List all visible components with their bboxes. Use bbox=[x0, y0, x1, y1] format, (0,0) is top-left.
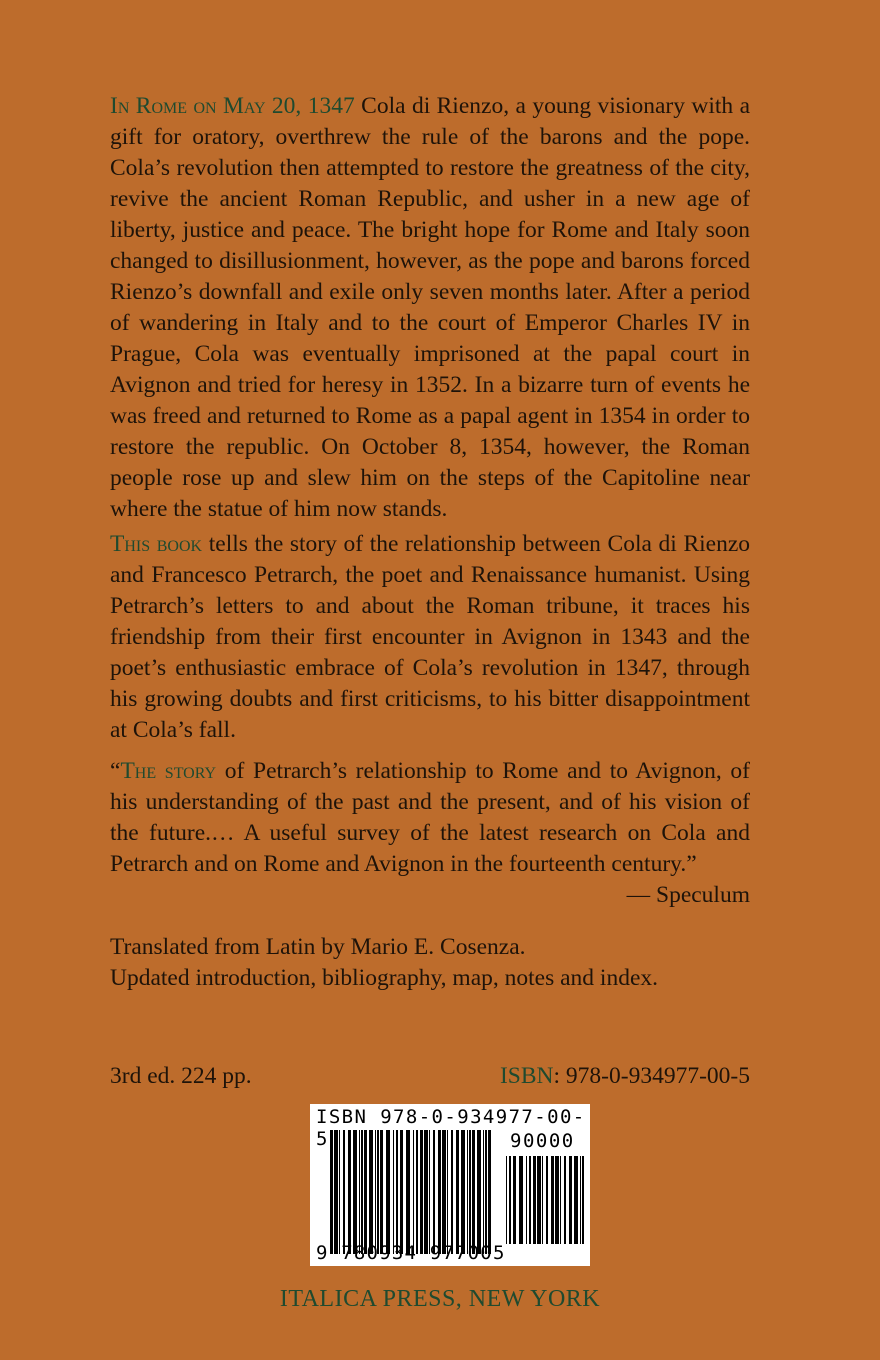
barcode-bar bbox=[377, 1130, 379, 1254]
barcode-bar bbox=[375, 1130, 376, 1254]
credits-translator: Translated from Latin by Mario E. Cosenza. bbox=[110, 934, 526, 960]
barcode-bar bbox=[582, 1156, 584, 1244]
barcode-bar bbox=[433, 1130, 435, 1254]
isbn-value: : 978-0-934977-00-5 bbox=[553, 1063, 750, 1089]
barcode-bar bbox=[451, 1130, 453, 1254]
barcode-bar bbox=[488, 1130, 491, 1254]
barcode-bar bbox=[339, 1130, 340, 1254]
barcode-bar bbox=[569, 1156, 572, 1244]
barcode-bar bbox=[461, 1130, 465, 1254]
description-paragraph-2 bbox=[110, 529, 750, 746]
barcode-bar bbox=[369, 1130, 373, 1254]
barcode-bar bbox=[438, 1130, 441, 1254]
barcode-price-code: 90000 bbox=[510, 1130, 575, 1152]
description-body-2: tells the story of the relationship between Cola di Rienzo and Francesco Petrarch, the poet and Renaissance humanist. Using Petrarch’s letters to and about the Roman tribune, it traces his friendship from their first encounter in Avignon in 1343 and the poet’s enthusiastic embrace of Cola’s revolution in 1347, through his growing doubts and first criticisms, to his bitter disappointment at Cola’s fall. bbox=[110, 531, 751, 743]
barcode-bar bbox=[416, 1130, 418, 1254]
barcode-bar bbox=[348, 1130, 351, 1254]
barcode-bar bbox=[469, 1130, 471, 1254]
barcode-bar bbox=[472, 1130, 475, 1254]
barcode-bar bbox=[406, 1130, 410, 1254]
review-body: of Petrarch’s relationship to Rome and to Avignon, of his understanding of the past and the present, and of his vision of the future.… A useful survey of the latest research on Cola and Petrarch and on Rome and Avignon in the fourteenth century.” bbox=[110, 758, 751, 877]
edition-info: 3rd ed. 224 pp. bbox=[110, 1063, 252, 1089]
barcode-bar bbox=[456, 1130, 459, 1254]
barcode-bar bbox=[483, 1130, 484, 1254]
barcode-bar bbox=[546, 1156, 548, 1244]
barcode-bar bbox=[396, 1130, 398, 1254]
barcode-bar bbox=[564, 1156, 566, 1244]
publisher-name: ITALICA PRESS, NEW YORK bbox=[279, 1286, 601, 1312]
barcode-bar bbox=[420, 1130, 423, 1254]
barcode-bar bbox=[380, 1130, 383, 1254]
description-paragraph-1 bbox=[110, 91, 750, 525]
barcode-bar bbox=[447, 1130, 448, 1254]
barcode-bar bbox=[353, 1130, 357, 1254]
barcode-bar bbox=[542, 1156, 543, 1244]
barcode-isbn-text: ISBN 978-0-934977-00-5 bbox=[316, 1106, 586, 1150]
review-lead: The story bbox=[120, 758, 217, 784]
barcode-bar bbox=[334, 1130, 338, 1254]
credits bbox=[110, 932, 658, 994]
barcode-bar bbox=[533, 1156, 536, 1244]
barcode-bar bbox=[386, 1130, 390, 1254]
barcode-bar bbox=[529, 1156, 531, 1244]
barcode-bar bbox=[537, 1156, 541, 1244]
credits-contents: Updated introduction, bibliography, map, notes and index. bbox=[110, 965, 659, 991]
barcode-bar bbox=[467, 1130, 468, 1254]
barcode-bar bbox=[442, 1130, 446, 1254]
barcode-bar bbox=[330, 1130, 333, 1254]
barcode-bar bbox=[413, 1130, 414, 1254]
barcode-bar bbox=[359, 1130, 360, 1254]
barcode-bar bbox=[513, 1156, 516, 1244]
description-lead-1: In Rome on May 20, 1347 bbox=[110, 93, 355, 119]
barcode-number: 9 780934 977005 bbox=[316, 1242, 506, 1264]
barcode-bar bbox=[361, 1130, 363, 1254]
barcode-bar bbox=[424, 1130, 428, 1254]
isbn-line bbox=[500, 1063, 750, 1090]
barcode bbox=[310, 1104, 590, 1266]
barcode-bar bbox=[509, 1156, 511, 1244]
barcode-bar bbox=[580, 1156, 581, 1244]
barcode-bar bbox=[364, 1130, 367, 1254]
barcode-bar bbox=[400, 1130, 403, 1254]
barcode-bar bbox=[555, 1156, 559, 1244]
description-lead-2: This book bbox=[110, 531, 203, 557]
barcode-bar bbox=[343, 1130, 345, 1254]
description-body-1: Cola di Rienzo, a young visionary with a gift for oratory, overthrew the rule of the barons and the pope. Cola’s revolution then attempted to restore the greatness of the city, revive the ancient Roman Republic, and usher in a new age of liberty, justice and peace. The bright hope for Rome and Italy soon changed to disillusionment, however, as the pope and barons forced Rienzo’s downfall and exile only seven months later. After a period of wandering in Italy and to the court of Emperor Charles IV in Prague, Cola was eventually imprisoned at the papal court in Avignon and tried for heresy in 1352. In a bizarre turn of events he was freed and returned to Rome as a papal agent in 1354 in order to restore the republic. On October 8, 1354, however, the Roman people rose up and slew him on the steps of the Capitoline near where the statue of him now stands. bbox=[110, 93, 751, 522]
review-source: — Speculum bbox=[626, 882, 750, 908]
barcode-bar bbox=[485, 1130, 487, 1254]
barcode-bar bbox=[551, 1156, 554, 1244]
barcode-bar bbox=[429, 1130, 430, 1254]
barcode-bar bbox=[477, 1130, 481, 1254]
barcode-bar bbox=[519, 1156, 523, 1244]
barcode-bar bbox=[560, 1156, 561, 1244]
review-quote bbox=[110, 756, 750, 880]
barcode-bar bbox=[574, 1156, 578, 1244]
barcode-bar bbox=[506, 1156, 507, 1244]
barcode-bar bbox=[526, 1156, 527, 1244]
isbn-label: ISBN bbox=[499, 1063, 554, 1089]
barcode-bar bbox=[393, 1130, 394, 1254]
review-open-quote: “ bbox=[110, 758, 121, 784]
